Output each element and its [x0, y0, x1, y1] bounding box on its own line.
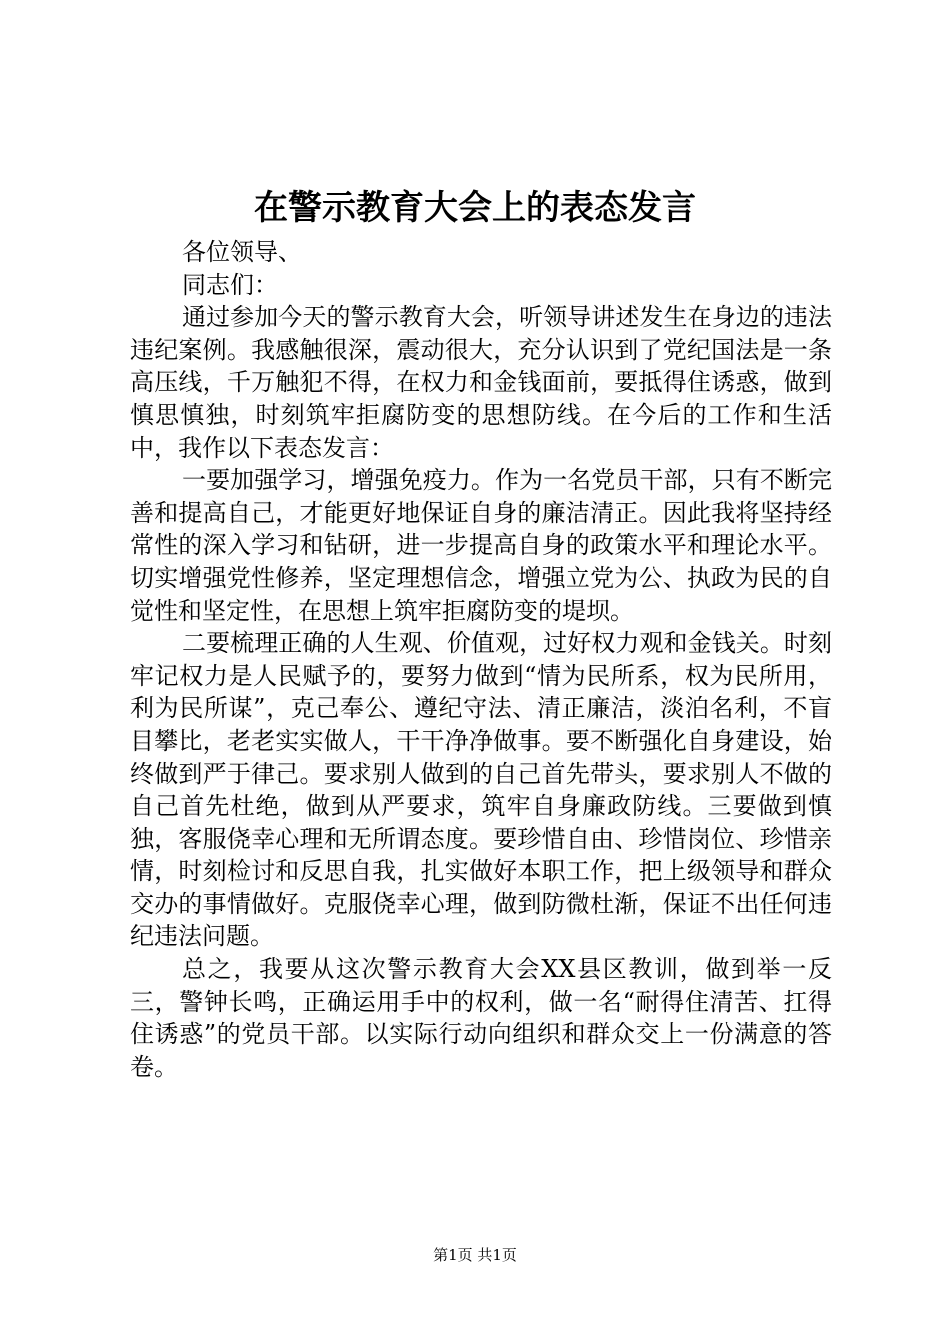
salutation-leaders: 各位领导、	[182, 238, 302, 266]
document-body	[130, 236, 832, 1083]
paragraph-intro: 通过参加今天的警示教育大会，听领导讲述发生在身边的违法违纪案例。我感触很深，震动很大，充分认识到了党纪国法是一条高压线，千万触犯不得，在权力和金钱面前，要抵得住诱惑，做到慎思慎独，时刻筑牢拒腐防变的思想防线。在今后的工作和生活中，我作以下表态发言：	[130, 303, 832, 462]
paragraph-second-point: 二要梳理正确的人生观、价值观，过好权力观和金钱关。时刻牢记权力是人民赋予的，要努力做到“情为民所系，权为民所用，利为民所谋”，克己奉公、遵纪守法、清正廉洁，淡泊名利，不盲目攀比，老老实实做人，干干净净做事。要不断强化自身建设，始终做到严于律己。要求别人做到的自己首先带头，要求别人不做的自己首先杜绝，做到从严要求，筑牢自身廉政防线。三要做到慎独，客服侥幸心理和无所谓态度。要珍惜自由、珍惜岗位、珍惜亲情，时刻检讨和反思自我，扎实做好本职工作，把上级领导和群众交办的事情做好。克服侥幸心理，做到防微杜渐，保证不出任何违纪违法问题。	[130, 629, 832, 951]
paragraph-first-point: 一要加强学习，增强免疫力。作为一名党员干部，只有不断完善和提高自己，才能更好地保证自身的廉洁清正。因此我将坚持经常性的深入学习和钻研，进一步提高自身的政策水平和理论水平。切实增强党性修养，坚定理想信念，增强立党为公、执政为民的自觉性和坚定性，在思想上筑牢拒腐防变的堤坝。	[130, 466, 832, 625]
salutation-comrades: 同志们：	[182, 270, 278, 299]
document-title: 在警示教育大会上的表态发言	[254, 188, 696, 228]
paragraph-conclusion: 总之，我要从这次警示教育大会XX县区教训，做到举一反三，警钟长鸣，正确运用手中的权利，做一名“耐得住清苦、扛得住诱惑”的党员干部。以实际行动向组织和群众交上一份满意的答卷。	[130, 955, 832, 1081]
page-footer: 第1页 共1页	[433, 1246, 517, 1264]
